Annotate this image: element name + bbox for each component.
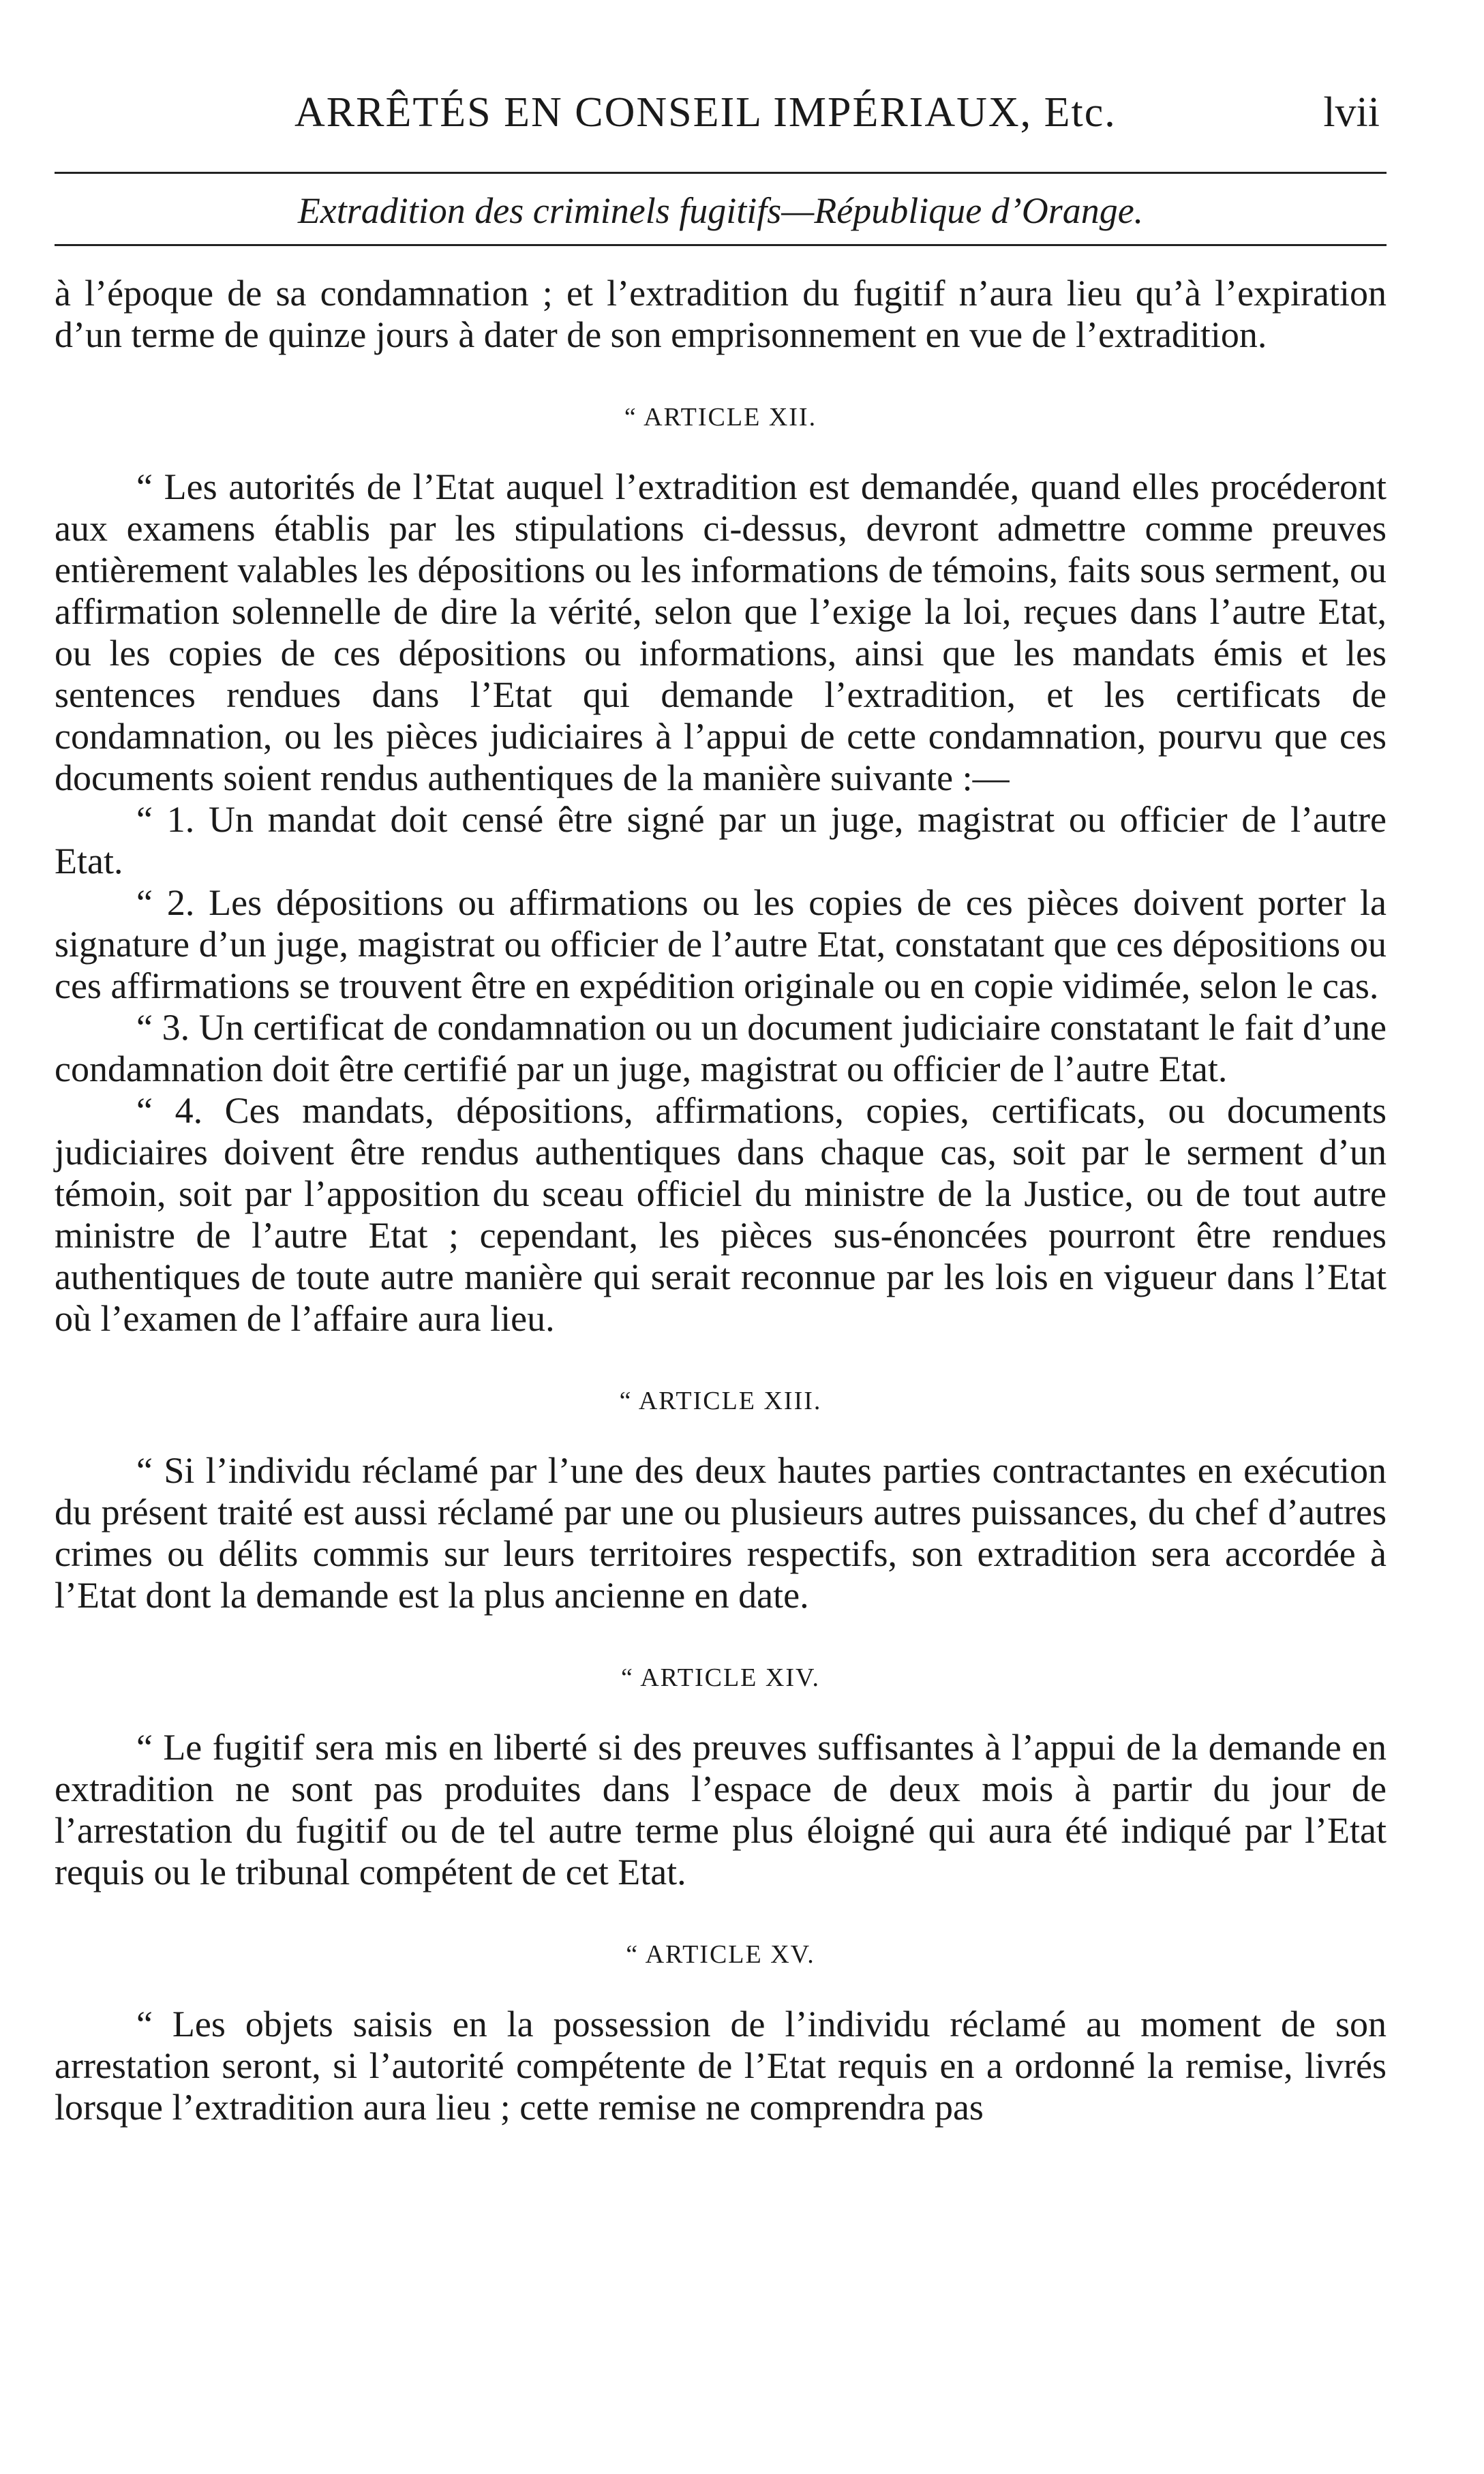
book-page [55, 0, 1387, 2474]
body-text [55, 273, 1387, 2128]
article-heading: “ ARTICLE XIV. [620, 1663, 821, 1692]
article-paragraph: “ 3. Un certificat de condamnation ou un document judiciaire constatant le fait d’une condamnation doit être certifié par un juge, magistrat ou officier de l’autre Etat. [55, 1007, 1387, 1089]
section-subtitle: Extradition des criminels fugitifs—République d’Orange. [297, 190, 1144, 231]
article-paragraph: “ 2. Les dépositions ou affirmations ou les copies de ces pièces doivent porter la signature d’un juge, magistrat ou officier de l’autre Etat, constatant que ces dépositions ou ces affirmations se trouvent être en expédition originale ou en copie vidimée, selon le cas. [55, 882, 1387, 1006]
article-paragraph: “ Les objets saisis en la possession de l’individu réclamé au moment de son arrestation seront, si l’autorité compétente de l’Etat requis en a ordonné la remise, livrés lorsque l’extradition aura lieu ; cette remise ne comprendra pas [55, 2004, 1387, 2128]
article-paragraph: “ 4. Ces mandats, dépositions, affirmations, copies, certificats, ou documents judiciaires doivent être rendus authentiques dans chaque cas, soit par le serment d’un témoin, soit par l’apposition du sceau officiel du ministre de la Justice, ou de tout autre ministre de l’autre Etat ; cependant, les pièces sus-énoncées pourront être rendues authentiques de toute autre manière qui serait reconnue par les lois en vigueur dans l’Etat où l’examen de l’affaire aura lieu. [55, 1090, 1387, 1339]
page-number: lvii [1323, 89, 1380, 136]
article-paragraph: “ Le fugitif sera mis en liberté si des preuves suffisantes à l’appui de la demande en extradition ne sont pas produites dans l’espace de deux mois à partir du jour de l’arrestation du fugitif ou de tel autre terme plus éloigné qui aura été indiqué par l’Etat requis ou le tribunal compétent de cet Etat. [55, 1727, 1387, 1892]
article-heading: “ ARTICLE XV. [626, 1940, 815, 1969]
article-paragraph: “ Si l’individu réclamé par l’une des deux hautes parties contractantes en exécution du présent traité est aussi réclamé par une ou plusieurs autres puissances, du chef d’autres crimes ou délits commis sur leurs territoires respectifs, son extradition sera accordée à l’Etat dont la demande est la plus ancienne en date. [55, 1450, 1387, 1616]
running-title: ARRÊTÉS EN CONSEIL IMPÉRIAUX, Etc. [294, 89, 1117, 136]
article-heading: “ ARTICLE XII. [624, 403, 817, 432]
article-paragraph: “ Les autorités de l’Etat auquel l’extradition est demandée, quand elles procéderont aux examens établis par les stipulations ci-dessus, devront admettre comme preuves entièrement valables les dépositions ou les informations de témoins, faits sous serment, ou affirmation solennelle de dire la vérité, selon que l’exige la loi, reçues dans l’autre Etat, ou les copies de ces dépositions ou informations, ainsi que les mandats émis et les sentences rendues dans l’Etat qui demande l’extradition, et les certificats de condamnation, ou les pièces judiciaires à l’appui de cette condamnation, pourvu que ces documents soient rendus authentiques de la manière suivante :— [55, 466, 1387, 798]
header-bottom-rule [55, 244, 1387, 246]
article-paragraph: “ 1. Un mandat doit censé être signé par un juge, magistrat ou officier de l’autre Etat. [55, 799, 1387, 881]
running-head [55, 89, 1387, 143]
article-heading: “ ARTICLE XIII. [619, 1387, 822, 1415]
header-top-rule [55, 172, 1387, 174]
intro-paragraph: à l’époque de sa condamnation ; et l’extradition du fugitif n’aura lieu qu’à l’expiration d’un terme de quinze jours à dater de son emprisonnement en vue de l’extradition. [55, 273, 1387, 355]
